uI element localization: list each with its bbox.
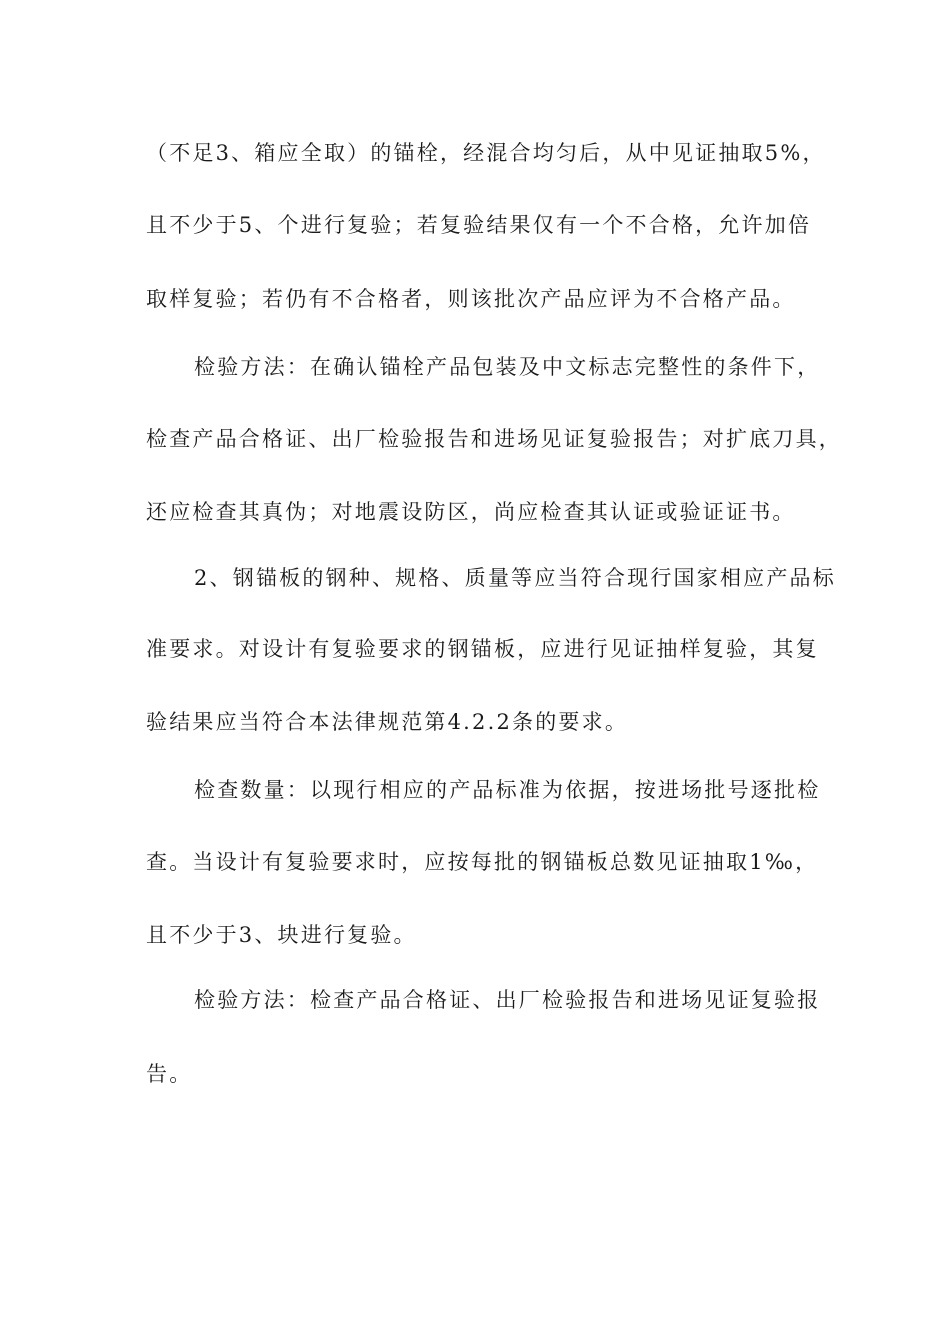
text-line: 且不少于3、块进行复验。 <box>146 923 417 947</box>
text-line: 取样复验；若仍有不合格者，则该批次产品应评为不合格产品。 <box>146 287 796 311</box>
text-line: 告。 <box>146 1062 193 1086</box>
text-line: 检查产品合格证、出厂检验报告和进场见证复验报告；对扩底刀具， <box>146 427 842 451</box>
paragraph-start-line: 2、钢锚板的钢种、规格、质量等应当符合现行国家相应产品标 <box>194 566 836 590</box>
paragraph-start-line: 检验方法：在确认锚栓产品包装及中文标志完整性的条件下， <box>194 355 821 379</box>
text-line: 且不少于5、个进行复验；若复验结果仅有一个不合格，允许加倍 <box>146 213 812 237</box>
text-line: 查。当设计有复验要求时，应按每批的钢锚板总数见证抽取1‰， <box>146 850 819 874</box>
text-line: （不足3、箱应全取）的锚栓，经混合均匀后，从中见证抽取5%， <box>146 141 826 165</box>
text-line: 验结果应当符合本法律规范第4.2.2条的要求。 <box>146 710 629 734</box>
text-line: 准要求。对设计有复验要求的钢锚板，应进行见证抽样复验，其复 <box>146 637 819 661</box>
text-line: 还应检查其真伪；对地震设防区，尚应检查其认证或验证证书。 <box>146 500 796 524</box>
paragraph-start-line: 检查数量：以现行相应的产品标准为依据，按进场批号逐批检 <box>194 778 821 802</box>
paragraph-start-line: 检验方法：检查产品合格证、出厂检验报告和进场见证复验报 <box>194 988 821 1012</box>
